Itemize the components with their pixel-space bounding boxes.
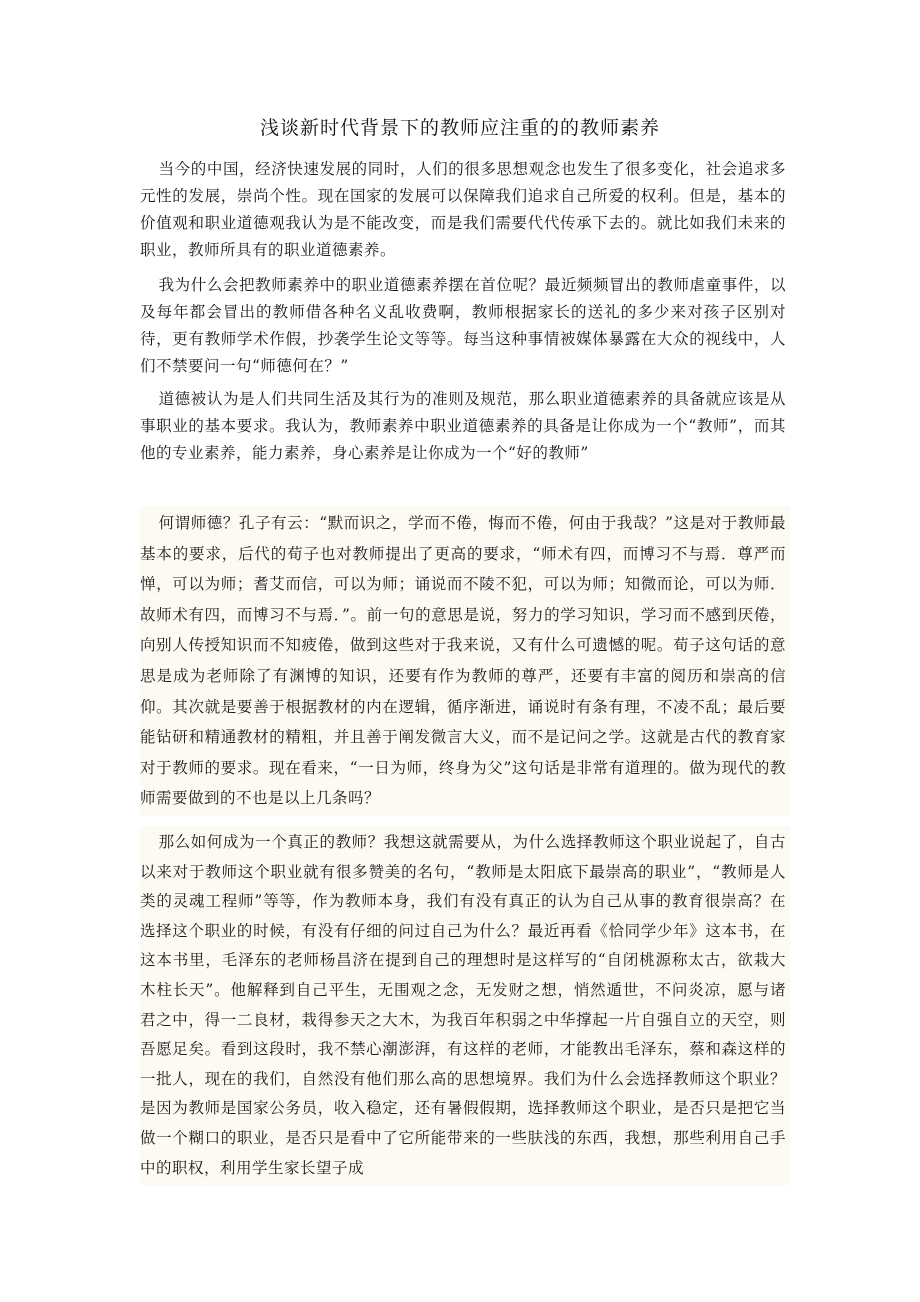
paragraph-ethics-definition: 道德被认为是人们共同生活及其行为的准则及规范，那么职业道德素养的具备就应该是从事职业的基本要求。我认为，教师素养中职业道德素养的具备是让你成为一个“教师”，而其他的专业素养，能力素养，身心素养是让你成为一个“好的教师”	[140, 390, 786, 462]
paragraph-teacher-virtue: 何谓师德？孔子有云：“默而识之，学而不倦，悔而不倦，何由于我哉？”这是对于教师最基本的要求，后代的荀子也对教师提出了更高的要求，“师术有四，而博习不与焉．尊严而惮，可以为师；耆艾而信，可以为师；诵说而不陵不犯，可以为师；知微而论，可以为师．故师术有四，而博习不与焉．”。前一句的意思是说，努力的学习知识，学习而不感到厌倦，向别人传授知识而不知疲倦，做到这些对于我来说，又有什么可遗憾的呢。荀子这句话的意思是成为老师除了有渊博的知识，还要有作为教师的尊严，还要有丰富的阅历和崇高的信仰。其次就是要善于根据教材的内在逻辑，循序渐进，诵说时有条有理，不凌不乱；最后要能钻研和精通教材的精粗，并且善于阐发微言大义，而不是记问之学。这就是古代的教育家对于教师的要求。现在看来，“一日为师，终身为父”这句话是非常有道理的。做为现代的教师需要做到的不也是以上几条吗？	[140, 506, 790, 816]
document-title: 浅谈新时代背景下的教师应注重的的教师素养	[259, 117, 660, 139]
paragraph-true-teacher: 那么如何成为一个真正的教师？我想这就需要从，为什么选择教师这个职业说起了，自古以来对于教师这个职业就有很多赞美的名句，“教师是太阳底下最崇高的职业”，“教师是人类的灵魂工程师”等等，作为教师本身，我们有没有真正的认为自己从事的教育很崇高？在选择这个职业的时候，有没有仔细的问过自己为什么？最近再看《恰同学少年》这本书，在这本书里，毛泽东的老师杨昌济在提到自己的理想时是这样写的“自闭桃源称太古，欲栽大木柱长天”。他解释到自己平生，无围观之念，无发财之想，悄然遁世，不问炎凉，愿与诸君之中，得一二良材，栽得参天之大木，为我百年积弱之中华撑起一片自强自立的天空，则吾愿足矣。看到这段时，我不禁心潮澎湃，有这样的老师，才能教出毛泽东，蔡和森这样的一批人，现在的我们，自然没有他们那么高的思想境界。我们为什么会选择教师这个职业？是因为教师是国家公务员，收入稳定，还有暑假假期，选择教师这个职业，是否只是把它当做一个糊口的职业，是否只是看中了它所能带来的一些肤浅的东西，我想，那些利用自己手中的职权，利用学生家长望子成	[140, 826, 790, 1185]
paragraph-ethics-priority: 我为什么会把教师素养中的职业道德素养摆在首位呢？最近频频冒出的教师虐童事件，以及每年都会冒出的教师借各种名义乱收费啊，教师根据家长的送礼的多少来对孩子区别对待，更有教师学术作假，抄袭学生论文等等。每当这种事情被媒体暴露在大众的视线中，人们不禁要问一句“师德何在？”	[140, 276, 786, 375]
paragraph-intro: 当今的中国，经济快速发展的同时，人们的很多思想观念也发生了很多变化，社会追求多元性的发展，崇尚个性。现在国家的发展可以保障我们追求自己所爱的权利。但是，基本的价值观和职业道德观我认为是不能改变，而是我们需要代代传承下去的。就比如我们未来的职业，教师所具有的职业道德素养。	[140, 160, 786, 259]
